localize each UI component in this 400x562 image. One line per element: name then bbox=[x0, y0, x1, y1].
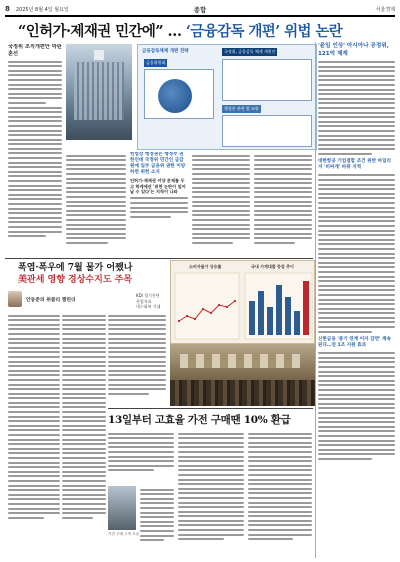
left-chart-frame bbox=[175, 273, 239, 339]
third-article-photo bbox=[108, 486, 136, 530]
kdi-label-1: KDI 경기진단 bbox=[136, 293, 160, 298]
body-text bbox=[8, 61, 62, 238]
headline-part1: “인허가·제재권 민간에” bbox=[18, 23, 164, 40]
section-title: 종합 bbox=[193, 5, 207, 14]
pullquote-text-2: 인허가·제재권 이양 문제를 두고 학계에선 '위헌 논란이 일어날 수 있다'는 지적이 나와 bbox=[130, 178, 186, 195]
section-rule-2 bbox=[108, 408, 313, 409]
market-photo bbox=[170, 344, 315, 406]
infographic-box-fsc: 금융위원회 bbox=[146, 60, 166, 65]
third-article-col1b bbox=[140, 486, 174, 556]
second-headline-line2: 美관세 영향 경상수지도 주목 bbox=[18, 274, 133, 285]
chart-title-right: 국내 가계대출 증감 추이 bbox=[251, 264, 294, 269]
infographic bbox=[137, 44, 317, 150]
main-article-pullquote bbox=[130, 152, 188, 254]
main-headline bbox=[18, 20, 343, 41]
section-rule-1 bbox=[5, 258, 313, 259]
main-article-col1 bbox=[8, 44, 62, 254]
third-headline: 13일부터 고효율 가전 구매땐 10% 환급 bbox=[108, 414, 291, 426]
third-article-col2 bbox=[178, 430, 244, 556]
infographic-box-plan: 국정위, 금융감독 체계 개편안 bbox=[224, 49, 276, 54]
third-article-col1 bbox=[108, 430, 174, 482]
right-headline-2: 대한항공 기업결합 조건 위반 마일리지 '비싸게' 바꿔 지적 bbox=[318, 158, 391, 171]
columnist-byline: 안동준의 위클리 캘린더 bbox=[26, 298, 76, 303]
kdi-label-2: 산업지표 bbox=[136, 298, 152, 304]
chart-title-left: 소비자물가 상승률 bbox=[189, 264, 222, 269]
main-article-subhead: 국정위 조직개편안 막판 혼선 bbox=[8, 44, 62, 57]
chart-panel bbox=[170, 260, 315, 344]
columnist-avatar bbox=[8, 291, 22, 307]
chart-graphics bbox=[171, 261, 316, 345]
infographic-title: 금융감독체계 개편 전략 bbox=[142, 49, 189, 54]
masthead-rule bbox=[5, 15, 395, 17]
second-article-col3 bbox=[108, 312, 166, 408]
third-article-col3 bbox=[248, 430, 312, 556]
page-number: 8 bbox=[5, 5, 10, 13]
right-column bbox=[318, 42, 395, 558]
infographic-box-law: 행정안 관련 법 조항 bbox=[224, 106, 259, 111]
main-article-col2 bbox=[66, 152, 126, 254]
headline-ellipsis: … bbox=[163, 23, 186, 40]
infographic-card-bottom bbox=[222, 115, 312, 147]
second-headline-line1: 폭염·폭우에 7월 물가 어쨌나 bbox=[18, 263, 133, 273]
kdi-labels bbox=[136, 293, 160, 310]
main-article-col5 bbox=[254, 152, 312, 254]
infographic-globe-icon bbox=[158, 79, 192, 113]
headline-part2: ‘금융감독 개편’ 위법 논란 bbox=[185, 23, 343, 40]
right-headline-3: 신한금융 '중기 연계 이자 감면' 계속된다…연 1조 지원 효과 bbox=[318, 336, 391, 349]
right-headline-1: '윤일 인상' 아시아나 공정위, 121억 제재 bbox=[318, 43, 389, 57]
pullquote-text: 헌법상 행정권은 행정부 권한인데 국정위 민간인 금감원에 일부 금융위 권한 이양하면 위헌 소지 bbox=[130, 152, 186, 175]
main-article-col4 bbox=[192, 152, 250, 254]
paper-name: 서울경제 bbox=[375, 6, 395, 13]
infographic-card-right bbox=[222, 59, 312, 101]
issue-date: 2025년 8월 4일 월요일 bbox=[15, 6, 69, 13]
building-photo bbox=[66, 44, 132, 140]
kdi-label-3: 내수회복 기대 bbox=[136, 304, 161, 309]
masthead bbox=[5, 3, 395, 15]
third-article-photo-caption: 가전 구매 고객 모습 bbox=[108, 532, 140, 536]
second-article-col1 bbox=[8, 312, 60, 552]
second-article-col2 bbox=[62, 312, 106, 552]
